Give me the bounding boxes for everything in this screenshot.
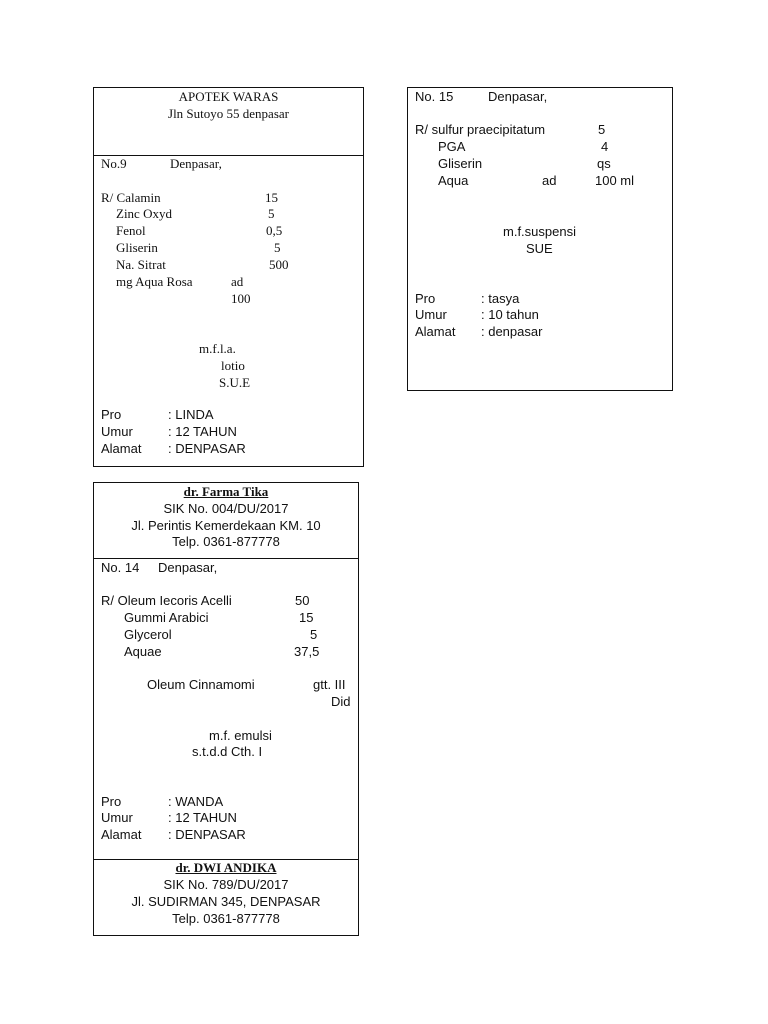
footer-doctor-address: Jl. SUDIRMAN 345, DENPASAR [131,894,321,909]
prescription-city: Denpasar, [488,89,548,104]
patient-value: : 10 tahun [481,307,539,322]
prescription-number: No.9 [101,156,127,171]
item-qty: ad [231,274,244,289]
patient-label: Pro [415,291,436,306]
patient-label: Alamat [101,827,142,842]
patient-value: : WANDA [168,794,224,809]
patient-label: Alamat [101,441,142,456]
prescription-card-3 [93,482,359,936]
divider [94,558,358,559]
item-qty: qs [597,156,611,171]
prescription-city: Denpasar, [158,560,218,575]
item-qty: 500 [269,257,289,272]
doctor-name: dr. Farma Tika [183,484,269,499]
item-name: Zinc Oxyd [116,206,172,221]
instruction: SUE [526,241,553,256]
pharmacy-address: Jln Sutoyo 55 denpasar [168,106,289,121]
item-name: R/ sulfur praecipitatum [415,122,546,137]
patient-value: : DENPASAR [168,827,246,842]
item-qty: gtt. III [313,677,346,692]
patient-label: Alamat [415,324,456,339]
item-ad: ad [542,173,557,188]
prescription-city: Denpasar, [170,156,222,171]
item-qty: 5 [310,627,318,642]
prescription-card-1 [93,87,364,467]
item-qty: 100 ml [595,173,635,188]
item-name: Oleum Cinnamomi [147,677,255,692]
instruction: m.f. emulsi [209,728,272,743]
item-qty: 37,5 [294,644,320,659]
item-name: Fenol [116,223,146,238]
item-name: Na. Sitrat [116,257,166,272]
item-name: Gummi Arabici [124,610,209,625]
item-name: PGA [438,139,466,154]
patient-label: Pro [101,407,122,422]
prescription-number: No. 15 [415,89,454,104]
item-name: mg Aqua Rosa [116,274,193,289]
item-qty: 5 [274,240,281,255]
patient-label: Umur [101,424,133,439]
patient-value: : 12 TAHUN [168,424,237,439]
item-name: Aqua [438,173,469,188]
pharmacy-name: APOTEK WARAS [178,89,279,104]
patient-value: : LINDA [168,407,214,422]
item-name: R/ Calamin [101,190,161,205]
item-qty: 100 [231,291,251,306]
instruction: m.f.suspensi [503,224,576,239]
item-qty: 5 [598,122,606,137]
patient-value: : 12 TAHUN [168,810,237,825]
patient-value: : tasya [481,291,520,306]
patient-label: Umur [101,810,133,825]
item-name: Gliserin [116,240,158,255]
doctor-license: SIK No. 004/DU/2017 [163,501,289,516]
item-name: Aquae [124,644,162,659]
item-note: Did [331,694,351,709]
item-qty: 0,5 [266,223,283,238]
patient-label: Pro [101,794,122,809]
item-qty: 50 [295,593,310,608]
prescription-number: No. 14 [101,560,140,575]
item-qty: 5 [268,206,275,221]
doctor-address: Jl. Perintis Kemerdekaan KM. 10 [131,518,321,533]
item-qty: 4 [601,139,609,154]
instruction: lotio [221,358,245,373]
item-name: Glycerol [124,627,172,642]
instruction: s.t.d.d Cth. I [192,744,263,759]
patient-value: : denpasar [481,324,543,339]
instruction: m.f.l.a. [199,341,236,356]
footer-doctor-license: SIK No. 789/DU/2017 [163,877,289,892]
item-name: Gliserin [438,156,483,171]
doctor-phone: Telp. 0361-877778 [172,534,280,549]
instruction: S.U.E [219,375,251,390]
item-qty: 15 [265,190,278,205]
divider [94,155,363,156]
patient-value: : DENPASAR [168,441,246,456]
patient-label: Umur [415,307,447,322]
item-qty: 15 [299,610,314,625]
item-name: R/ Oleum Iecoris Acelli [101,593,232,608]
footer-doctor-name: dr. DWI ANDIKA [175,860,277,875]
footer-doctor-phone: Telp. 0361-877778 [172,911,280,926]
prescription-card-2 [407,87,673,391]
